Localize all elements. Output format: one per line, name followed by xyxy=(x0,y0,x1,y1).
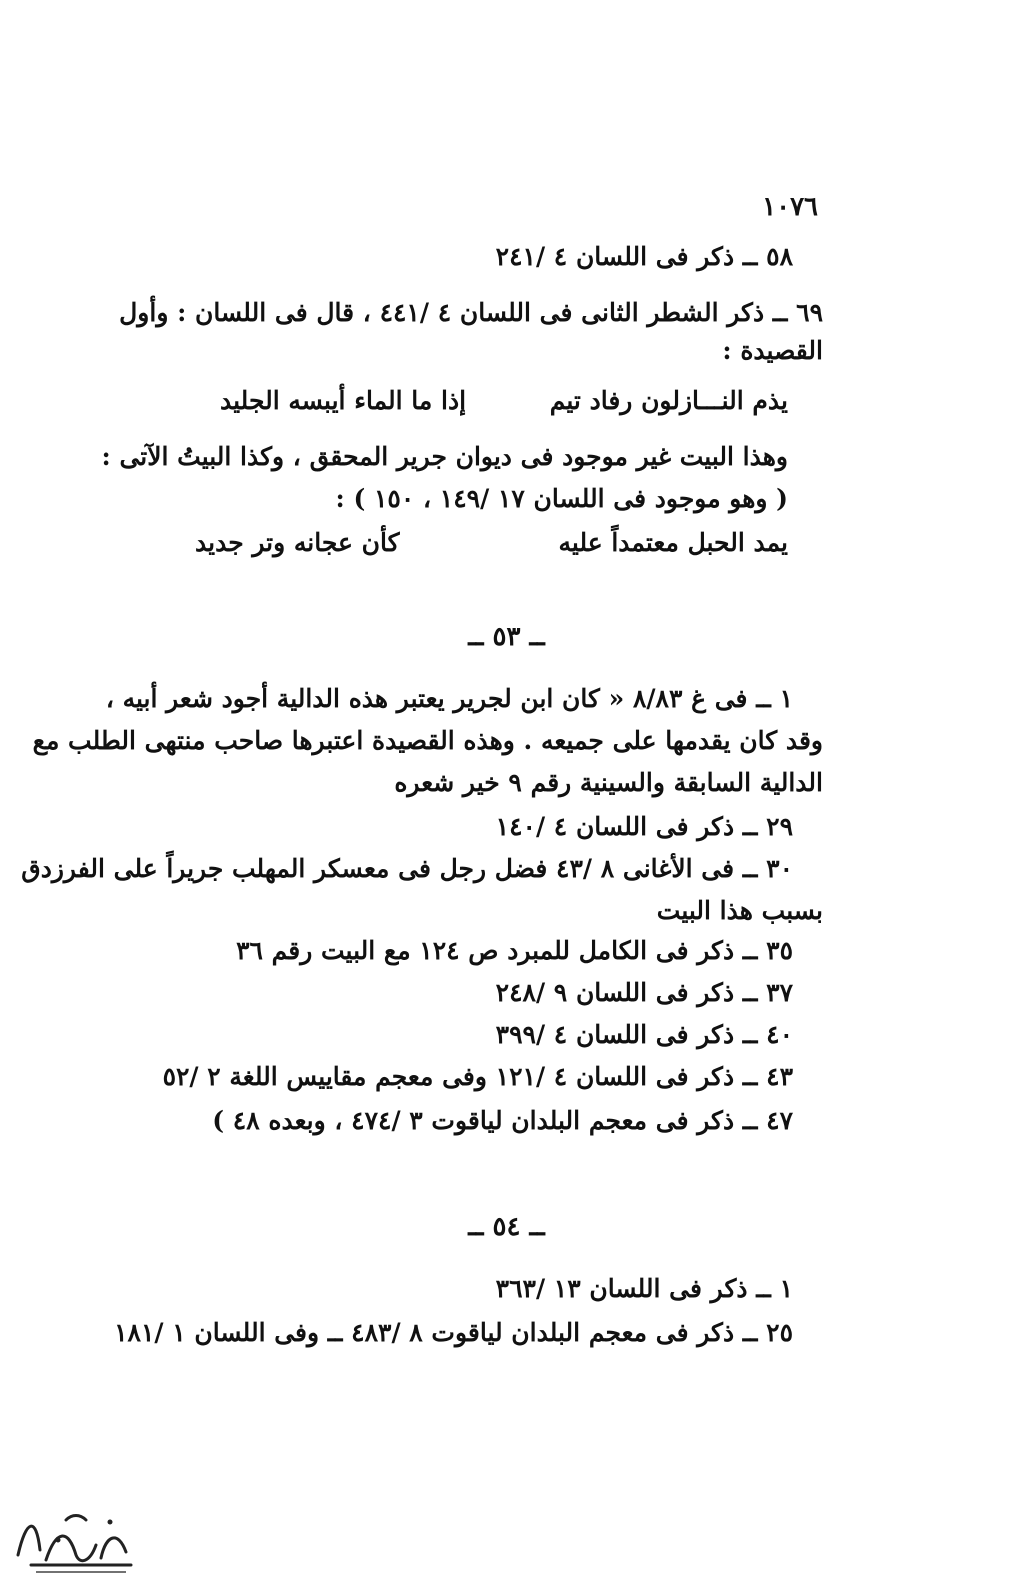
s54-note-1: ١ ــ ذكر فى اللسان ١٣ /٣٦٣ xyxy=(495,1274,793,1303)
s53-note-1-end: الدالية السابقة والسينية رقم ٩ خير شعره xyxy=(394,768,823,797)
s53-note-37: ٣٧ ــ ذكر فى اللسان ٩ /٢٤٨ xyxy=(495,978,793,1007)
verse1-second-hemistich: إذا ما الماء أيبسه الجليد xyxy=(220,386,467,415)
s53-note-40: ٤٠ ــ ذكر فى اللسان ٤ /٣٩٩ xyxy=(495,1020,793,1049)
page-number: ١٠٧٦ xyxy=(762,192,818,222)
section-54-heading: ــ ٥٤ ــ xyxy=(468,1212,545,1242)
verse1-first-hemistich: يذم النـــازلون رفاد تيم xyxy=(549,386,788,415)
s53-note-47: ٤٧ ــ ذكر فى معجم البلدان لياقوت ٣ /٤٧٤ ، وبعده ٤٨ ) xyxy=(212,1106,793,1135)
s53-note-30: ٣٠ ــ فى الأغانى ٨ /٤٣ فضل رجل فى معسكر المهلب جريراً على الفرزدق xyxy=(21,854,793,883)
calligraphy-logo xyxy=(6,1500,146,1580)
note-verse-absent: وهذا البيت غير موجود فى ديوان جرير المحقق ، وكذا البيتُ الآتى : xyxy=(101,442,788,471)
s54-note-25: ٢٥ ــ ذكر فى معجم البلدان لياقوت ٨ /٤٨٣ ــ وفى اللسان ١ /١٨١ xyxy=(114,1318,793,1347)
s53-note-1: ١ ــ فى غ ٨/٨٣ « كان ابن لجرير يعتبر هذه الدالية أجود شعر أبيه ، xyxy=(105,684,793,713)
s53-note-29: ٢٩ ــ ذكر فى اللسان ٤ /١٤٠ xyxy=(495,812,793,841)
s53-note-43: ٤٣ ــ ذكر فى اللسان ٤ /١٢١ وفى معجم مقاييس اللغة ٢ /٥٢ xyxy=(162,1062,793,1091)
section-53-heading: ــ ٥٣ ــ xyxy=(468,622,545,652)
s53-note-1-cont: وقد كان يقدمها على جميعه . وهذه القصيدة اعتبرها صاحب منتهى الطلب مع xyxy=(32,726,823,755)
s53-note-30-cont: بسبب هذا البيت xyxy=(656,896,823,925)
verse2-second-hemistich: كأن عجانه وتر جديد xyxy=(195,528,400,557)
note-69-line1: ٦٩ ــ ذكر الشطر الثانى فى اللسان ٤ /٤٤١ ، قال فى اللسان : وأول xyxy=(119,298,823,327)
note-69-line2: القصيدة : xyxy=(722,336,823,365)
note-verse-source: ( وهو موجود فى اللسان ١٧ /١٤٩ ، ١٥٠ ) : xyxy=(335,484,788,513)
note-58: ٥٨ ــ ذكر فى اللسان ٤ /٢٤١ xyxy=(495,242,793,271)
s53-note-35: ٣٥ ــ ذكر فى الكامل للمبرد ص ١٢٤ مع البيت رقم ٣٦ xyxy=(236,936,793,965)
verse2-first-hemistich: يمد الحبل معتمداً عليه xyxy=(558,528,788,557)
